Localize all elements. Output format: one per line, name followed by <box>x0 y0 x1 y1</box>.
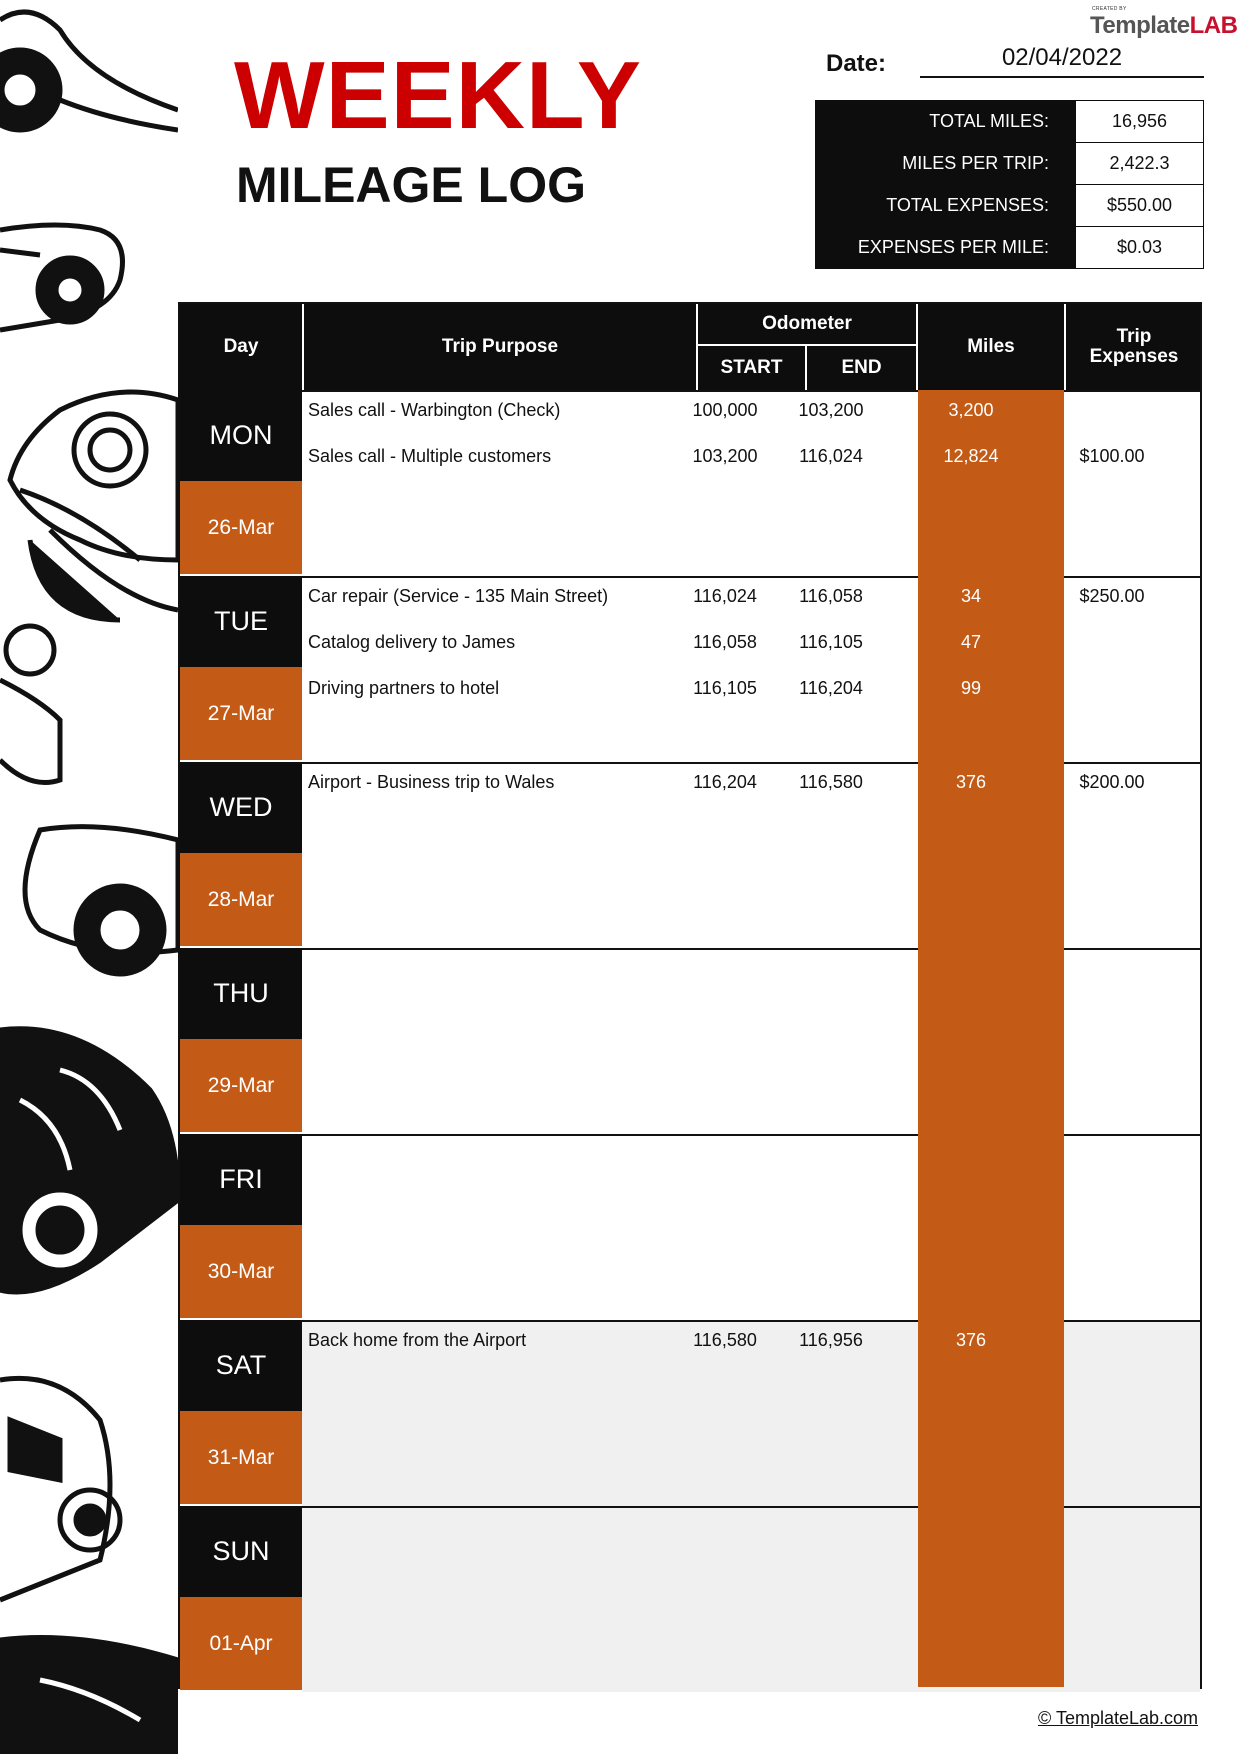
trip-expenses-cell[interactable]: $100.00 <box>1079 446 1145 466</box>
trip-expenses-cell[interactable]: $250.00 <box>1079 586 1145 606</box>
odometer-start-cell[interactable]: 116,024 <box>693 586 757 606</box>
summary-label: TOTAL MILES: <box>816 101 1076 143</box>
brand-name <box>1090 12 1237 40</box>
day-date: 27-Mar <box>180 667 302 760</box>
odometer-start-cell[interactable]: 116,058 <box>693 632 757 652</box>
templatelab-logo <box>1090 4 1238 39</box>
summary-row <box>816 143 1204 185</box>
trip-purpose-cell[interactable]: Back home from the Airport <box>308 1330 527 1350</box>
odometer-end-cell[interactable]: 116,105 <box>799 632 863 652</box>
summary-row <box>816 227 1204 269</box>
header-odometer: Odometer <box>762 313 852 335</box>
odometer-start-cell[interactable]: 103,200 <box>692 446 758 466</box>
day-name: FRI <box>180 1134 302 1225</box>
trip-purpose-cell[interactable]: Catalog delivery to James <box>308 632 516 652</box>
odometer-end-cell[interactable]: 116,024 <box>799 446 863 466</box>
page-title: WEEKLY <box>234 42 642 149</box>
day-date: 26-Mar <box>180 481 302 574</box>
header-divider <box>302 304 304 390</box>
day-date: 31-Mar <box>180 1411 302 1504</box>
header-trip-expenses-line2: Expenses <box>1089 346 1179 367</box>
trip-purpose-cell[interactable]: Sales call - Multiple customers <box>308 446 552 466</box>
odometer-start-cell[interactable]: 116,580 <box>693 1330 757 1350</box>
table-row <box>158 396 1200 426</box>
table-row <box>158 582 1200 612</box>
date-field[interactable]: 02/04/2022 <box>920 44 1204 78</box>
trip-purpose-cell[interactable]: Airport - Business trip to Wales <box>308 772 555 792</box>
summary-value[interactable]: 2,422.3 <box>1076 143 1204 185</box>
day-entries <box>302 1134 1200 1320</box>
day-block-thu <box>180 948 302 1132</box>
odometer-end-cell[interactable]: 116,580 <box>799 772 863 792</box>
brand-name-suffix: LAB <box>1189 12 1238 39</box>
summary-label: MILES PER TRIP: <box>816 143 1076 185</box>
summary-value[interactable]: 16,956 <box>1076 101 1204 143</box>
day-name: WED <box>180 762 302 853</box>
odometer-start-cell[interactable]: 116,105 <box>693 678 757 698</box>
miles-cell[interactable]: 99 <box>960 678 982 698</box>
date-label: Date: <box>826 50 887 77</box>
header-divider <box>696 304 698 390</box>
header-trip-purpose: Trip Purpose <box>441 336 559 358</box>
header-divider <box>805 346 807 390</box>
odometer-end-cell[interactable]: 116,956 <box>799 1330 863 1350</box>
day-date: 29-Mar <box>180 1039 302 1132</box>
day-name: THU <box>180 948 302 1039</box>
summary-row <box>816 185 1204 227</box>
table-row <box>158 768 1200 798</box>
summary-label: TOTAL EXPENSES: <box>816 185 1076 227</box>
day-date: 28-Mar <box>180 853 302 946</box>
header-divider <box>1064 304 1066 390</box>
day-block-sun <box>180 1506 302 1690</box>
table-row <box>158 1326 1200 1356</box>
trip-expenses-cell[interactable]: $200.00 <box>1079 772 1145 792</box>
page-subtitle: MILEAGE LOG <box>236 157 586 213</box>
day-name: SAT <box>180 1320 302 1411</box>
header-start: START <box>720 357 783 379</box>
day-name: TUE <box>180 576 302 667</box>
summary-row <box>816 101 1204 143</box>
miles-cell[interactable]: 376 <box>955 1330 987 1350</box>
odometer-end-cell[interactable]: 116,058 <box>799 586 863 606</box>
miles-cell[interactable]: 34 <box>960 586 982 606</box>
brand-name-prefix: Template <box>1090 12 1190 39</box>
trip-purpose-cell[interactable]: Car repair (Service - 135 Main Street) <box>308 586 609 606</box>
summary-label: EXPENSES PER MILE: <box>816 227 1076 269</box>
header-day: Day <box>223 336 259 358</box>
table-row <box>158 442 1200 472</box>
header-miles: Miles <box>967 336 1015 358</box>
day-entries <box>302 1506 1200 1692</box>
header-trip-expenses <box>1066 304 1202 390</box>
table-row <box>158 628 1200 658</box>
trip-purpose-cell[interactable]: Sales call - Warbington (Check) <box>308 400 561 420</box>
miles-cell[interactable]: 3,200 <box>948 400 994 420</box>
odometer-start-cell[interactable]: 116,204 <box>693 772 757 792</box>
summary-table <box>815 100 1204 269</box>
summary-value[interactable]: $0.03 <box>1076 227 1204 269</box>
day-entries <box>302 948 1200 1134</box>
day-block-fri <box>180 1134 302 1318</box>
footer-credit-link[interactable]: © TemplateLab.com <box>1038 1708 1199 1728</box>
header-end: END <box>841 357 882 379</box>
vintage-cars-illustration <box>0 0 178 1754</box>
header-trip-expenses-line1: Trip <box>1116 326 1152 348</box>
table-row <box>158 674 1200 704</box>
odometer-end-cell[interactable]: 103,200 <box>798 400 864 420</box>
header-divider <box>698 344 916 346</box>
odometer-end-cell[interactable]: 116,204 <box>799 678 863 698</box>
day-name: SUN <box>180 1506 302 1597</box>
summary-value[interactable]: $550.00 <box>1076 185 1204 227</box>
trip-purpose-cell[interactable]: Driving partners to hotel <box>308 678 500 698</box>
odometer-start-cell[interactable]: 100,000 <box>692 400 758 420</box>
mileage-log-table <box>178 302 1202 1689</box>
day-date: 01-Apr <box>180 1597 302 1690</box>
created-by-label: CREATED BY <box>1092 6 1127 12</box>
day-name: MON <box>180 390 302 481</box>
table-header <box>180 304 1200 390</box>
miles-cell[interactable]: 12,824 <box>943 446 999 466</box>
miles-cell[interactable]: 47 <box>960 632 982 652</box>
miles-cell[interactable]: 376 <box>955 772 987 792</box>
header-divider <box>916 304 918 390</box>
day-date: 30-Mar <box>180 1225 302 1318</box>
